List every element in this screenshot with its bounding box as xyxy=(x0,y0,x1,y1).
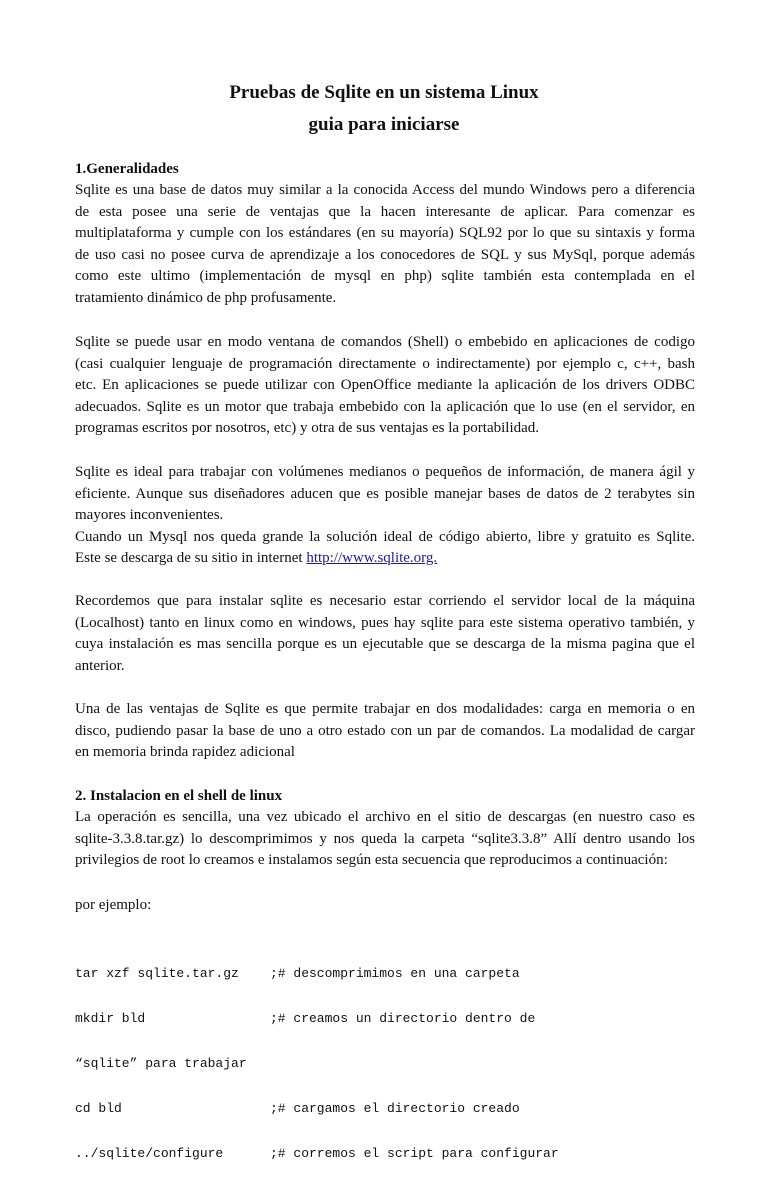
text-line: Sqlite se puede usar en modo ventana de comandos (Shell) o embebido en aplicaciones de codigo xyxy=(75,334,695,350)
code-command: cd bld xyxy=(75,1101,122,1116)
text-segment: Este se descarga de su sitio in internet xyxy=(75,550,307,566)
text-line: etc. En aplicaciones se puede utilizar con OpenOffice mediante la aplicación de los drivers ODBC xyxy=(75,377,695,393)
text-line: privilegios de root lo creamos e instalamos según esta secuencia que reproducimos a continuación: xyxy=(75,852,668,868)
text-line: Sqlite es ideal para trabajar con volúmenes medianos o pequeños de información, de manera ágil y xyxy=(75,464,695,480)
text-line: por ejemplo: xyxy=(75,897,152,913)
text-line: Cuando un Mysql nos queda grande la solución ideal de código abierto, libre y gratuito es Sqlite. xyxy=(75,528,695,545)
text-line: (Localhost) tanto en linux como en windows, pues hay sqlite para este sistema operativo también, y xyxy=(75,614,695,631)
text-line: de esta posee una serie de ventajas que la hacen interesante de aplicar. Para comenzar es xyxy=(75,203,695,220)
text-line: La operación es sencilla, una vez ubicado el archivo en el sitio de descargas (en nuestro caso es xyxy=(75,809,695,825)
section-heading-generalidades: 1.Generalidades xyxy=(75,161,179,177)
code-comment: ;# cargamos el directorio creado xyxy=(270,1101,520,1116)
code-command: ../sqlite/configure xyxy=(75,1146,224,1161)
text-line: eficiente. Aunque sus diseñadores aducen que es posible manejar bases de datos de 2 terabytes sin xyxy=(75,485,695,502)
code-line xyxy=(75,966,695,981)
sqlite-website-link[interactable]: http://www.sqlite.org. xyxy=(306,550,438,566)
text-line: anterior. xyxy=(75,657,125,674)
text-line: (casi cualquier lenguaje de programación directamente o indirectamente) por ejemplo c, c++, bash xyxy=(75,355,695,372)
code-line xyxy=(75,1146,695,1161)
text-line: programas escritos por nosotros, etc) y otra de sus ventajas es la portabilidad. xyxy=(75,420,540,436)
text-line: tratamiento dinámico de php profusamente. xyxy=(75,289,337,306)
code-command: mkdir bld xyxy=(75,1011,146,1026)
paragraph-install-requirements xyxy=(75,591,695,677)
text-line xyxy=(75,548,695,570)
paragraph-intro xyxy=(75,180,695,309)
text-line: adecuados. Sqlite es un motor que trabaja embebido con la aplicación que lo use (en el servidor, en xyxy=(75,398,695,415)
text-line: de uso casi no posee curva de aprendizaje a los conocedores de SQL y sus MySql, porque además xyxy=(75,246,695,263)
code-command: tar xzf sqlite.tar.gz xyxy=(75,966,239,981)
text-line: como este ultimo (implementación de mysql en php) sqlite también esta contemplada en el xyxy=(75,268,695,284)
text-line: Recordemos que para instalar sqlite es necesario estar corriendo el servidor local de la máquina xyxy=(75,593,695,609)
text-line: sqlite-3.3.8.tar.gz) lo descomprimimos y nos queda la carpeta “sqlite3.3.8” Allí dentro usando los xyxy=(75,830,695,847)
paragraph-install-steps xyxy=(75,807,695,872)
text-line: disco, pudiendo pasar la base de uno a otro estado con un par de comandos. La modalidad de cargar xyxy=(75,722,695,739)
code-block xyxy=(75,936,695,1191)
example-label xyxy=(75,895,695,917)
code-comment: ;# creamos un directorio dentro de xyxy=(270,1011,536,1026)
text-line: en memoria brinda rapidez adicional xyxy=(75,744,295,760)
document-title: Pruebas de Sqlite en un sistema Linux xyxy=(229,82,539,103)
code-comment: ;# corremos el script para configurar xyxy=(270,1146,559,1161)
document-subtitle: guia para iniciarse xyxy=(308,114,460,135)
paragraph-modalities xyxy=(75,699,695,764)
text-line: cuya instalación es mas sencilla porque es un ejecutable que se descarga de la misma pagina que el xyxy=(75,636,695,652)
code-comment: ;# descomprimimos en una carpeta xyxy=(270,966,520,981)
text-line: mayores inconvenientes. xyxy=(75,507,224,523)
section-heading-instalacion: 2. Instalacion en el shell de linux xyxy=(75,788,283,804)
code-line xyxy=(75,1056,695,1071)
paragraph-usage-modes xyxy=(75,332,695,440)
text-line: Sqlite es una base de datos muy similar a la conocida Access del mundo Windows pero a diferencia xyxy=(75,182,695,198)
text-line: Una de las ventajas de Sqlite es que permite trabajar en dos modalidades: carga en memoria o en xyxy=(75,701,695,717)
code-line xyxy=(75,1101,695,1116)
code-command: “sqlite” para trabajar xyxy=(75,1056,247,1071)
paragraph-ideal-volumes xyxy=(75,462,695,570)
text-line: multiplataforma y cumple con los estándares (en su mayoría) SQL92 por lo que su sintaxis y forma xyxy=(75,225,695,241)
